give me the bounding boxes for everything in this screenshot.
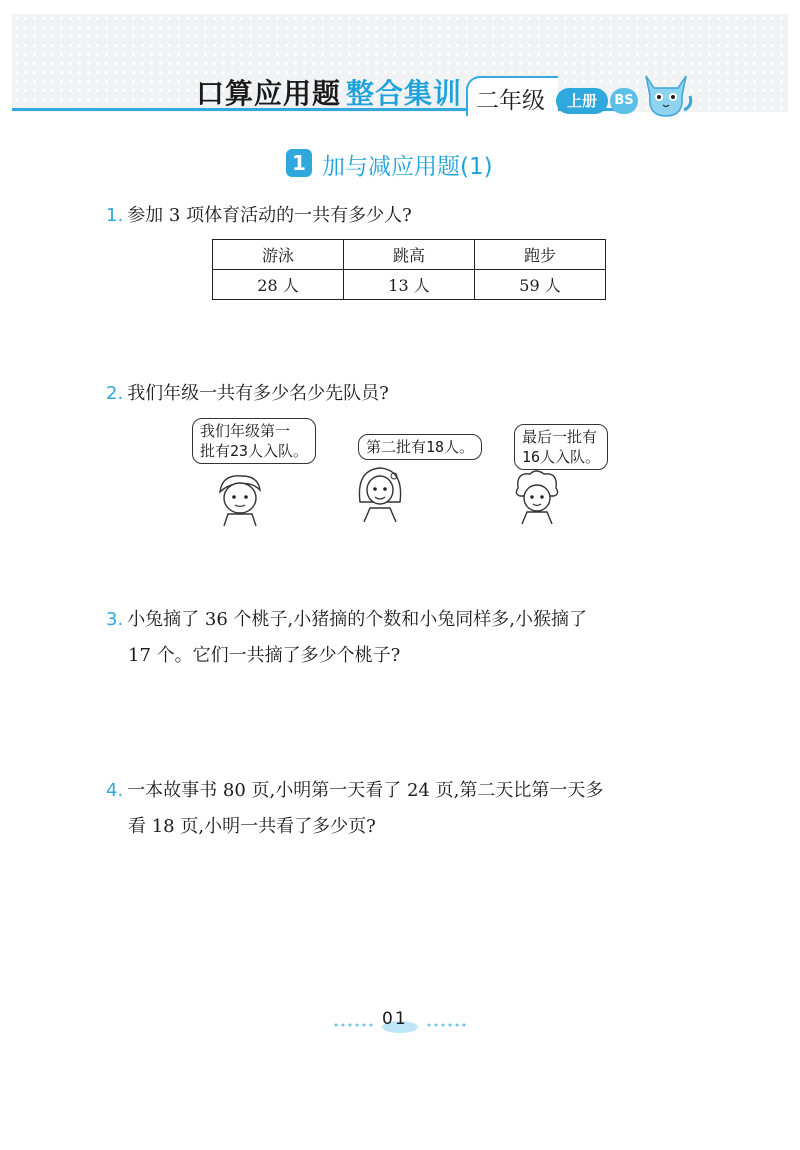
- speech-bubble-1: [192, 418, 316, 464]
- edition-badge: BS: [610, 88, 638, 114]
- bubble-line: 批有23人入队。: [200, 442, 309, 460]
- page-footer: [330, 1005, 470, 1035]
- question-number: 4.: [106, 780, 124, 801]
- table-row: [213, 270, 606, 300]
- question-1: [106, 198, 706, 234]
- question-text: 一本故事书 80 页,小明第一天看了 24 页,第二天比第一天多: [127, 780, 604, 801]
- table-cell: 28 人: [213, 270, 344, 300]
- speech-bubble-3: [514, 424, 608, 470]
- girl-curly-illustration: [508, 466, 566, 524]
- table-header-cell: 跑步: [475, 240, 606, 270]
- sports-table: [212, 239, 606, 300]
- boy-illustration: [210, 470, 270, 526]
- question-2: [106, 376, 706, 412]
- question-text: 看 18 页,小明一共看了多少页?: [128, 816, 376, 837]
- section-title: 加与减应用题(1): [322, 154, 493, 180]
- table-cell: 59 人: [475, 270, 606, 300]
- question-3: [106, 602, 706, 674]
- book-title-accent: 整合集训: [346, 77, 463, 110]
- table-header-row: [213, 240, 606, 270]
- question-number: 3.: [106, 609, 124, 630]
- speech-bubble-2: [358, 434, 482, 460]
- table-header-cell: 游泳: [213, 240, 344, 270]
- page-number: 01: [382, 1009, 408, 1029]
- girl-illustration: [352, 462, 408, 522]
- table-header-cell: 跳高: [344, 240, 475, 270]
- question-4: [106, 773, 706, 845]
- question-text: 我们年级一共有多少名少先队员?: [127, 383, 389, 404]
- bubble-line: 第二批有18人。: [366, 438, 475, 456]
- table-cell: 13 人: [344, 270, 475, 300]
- section-number-badge: 1: [286, 149, 312, 177]
- book-title: 口算应用题: [196, 77, 342, 110]
- grade-label: 二年级: [476, 88, 545, 114]
- question-number: 2.: [106, 383, 124, 404]
- question-number: 1.: [106, 205, 124, 226]
- bubble-line: 16人入队。: [522, 448, 601, 466]
- bubble-line: 我们年级第一: [200, 422, 291, 440]
- question-text: 小兔摘了 36 个桃子,小猪摘的个数和小兔同样多,小猴摘了: [127, 609, 587, 630]
- bubble-line: 最后一批有: [522, 428, 598, 446]
- question-text: 17 个。它们一共摘了多少个桃子?: [128, 645, 401, 666]
- question-text: 参加 3 项体育活动的一共有多少人?: [127, 205, 412, 226]
- volume-badge: 上册: [556, 88, 608, 114]
- cat-mascot-icon: [638, 66, 694, 122]
